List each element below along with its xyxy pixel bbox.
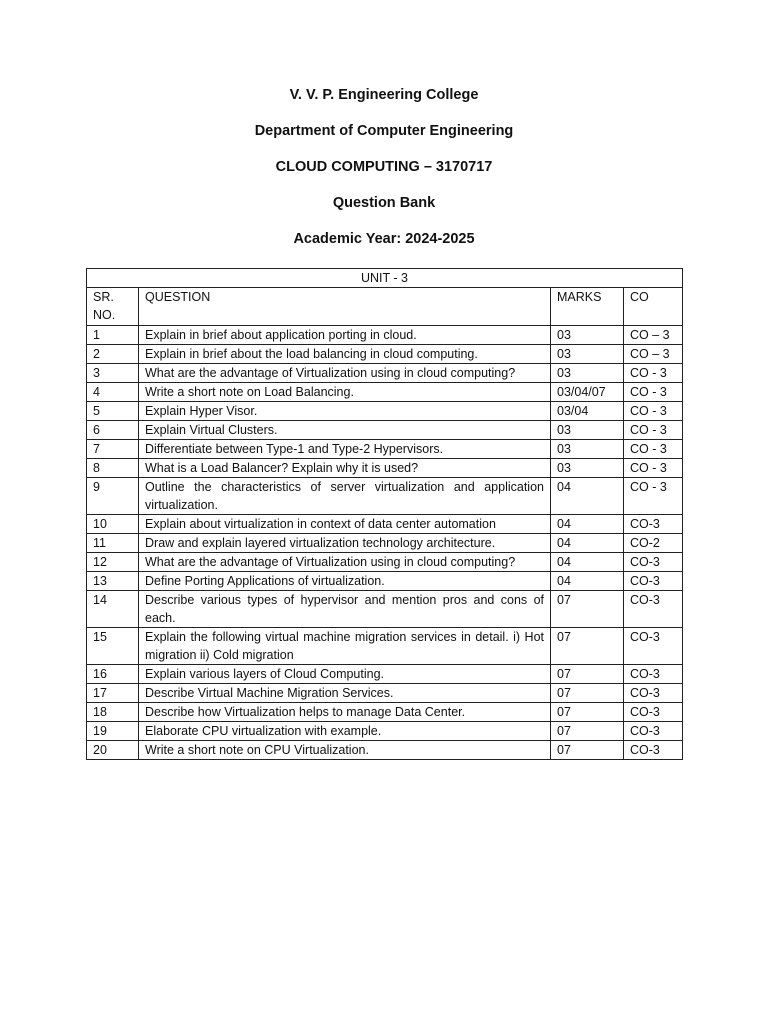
question-cell: Explain the following virtual machine migration services in detail. i) Hot migration ii) Cold migration <box>139 628 551 665</box>
table-row <box>87 553 683 572</box>
question-cell: Describe how Virtualization helps to manage Data Center. <box>139 703 551 722</box>
question-cell: Explain Virtual Clusters. <box>139 421 551 440</box>
table-row <box>87 665 683 684</box>
table-row <box>87 515 683 534</box>
sr-no-cell: 9 <box>87 478 139 515</box>
co-cell: CO-3 <box>624 628 683 665</box>
department-name: Department of Computer Engineering <box>254 123 514 139</box>
sr-no-cell: 2 <box>87 345 139 364</box>
college-name: V. V. P. Engineering College <box>289 87 479 103</box>
question-rows <box>87 326 683 760</box>
sr-no-cell: 6 <box>87 421 139 440</box>
question-cell: Describe Virtual Machine Migration Services. <box>139 684 551 703</box>
table-row <box>87 628 683 665</box>
course-title: CLOUD COMPUTING – 3170717 <box>275 159 493 175</box>
table-row <box>87 572 683 591</box>
table-row <box>87 345 683 364</box>
sr-no-cell: 7 <box>87 440 139 459</box>
table-row <box>87 364 683 383</box>
marks-cell: 04 <box>551 515 624 534</box>
question-cell: Outline the characteristics of server virtualization and application virtualization. <box>139 478 551 515</box>
sr-no-cell: 17 <box>87 684 139 703</box>
question-cell: Explain about virtualization in context of data center automation <box>139 515 551 534</box>
marks-cell: 07 <box>551 628 624 665</box>
co-cell: CO-3 <box>624 665 683 684</box>
sr-no-cell: 15 <box>87 628 139 665</box>
sr-no-cell: 14 <box>87 591 139 628</box>
co-cell: CO-3 <box>624 515 683 534</box>
question-cell: Explain various layers of Cloud Computing. <box>139 665 551 684</box>
marks-cell: 03 <box>551 345 624 364</box>
table-row <box>87 703 683 722</box>
question-cell: Define Porting Applications of virtualization. <box>139 572 551 591</box>
question-bank-table <box>86 268 683 760</box>
academic-year: Academic Year: 2024-2025 <box>293 231 475 247</box>
marks-header: MARKS <box>551 288 624 326</box>
sr-no-cell: 10 <box>87 515 139 534</box>
co-cell: CO - 3 <box>624 364 683 383</box>
co-cell: CO - 3 <box>624 440 683 459</box>
question-cell: What is a Load Balancer? Explain why it is used? <box>139 459 551 478</box>
question-cell: Draw and explain layered virtualization technology architecture. <box>139 534 551 553</box>
marks-cell: 03 <box>551 326 624 345</box>
marks-cell: 04 <box>551 553 624 572</box>
header-row <box>87 288 683 326</box>
table-row <box>87 459 683 478</box>
sr-no-cell: 20 <box>87 741 139 760</box>
sr-no-cell: 13 <box>87 572 139 591</box>
co-cell: CO - 3 <box>624 402 683 421</box>
table-row <box>87 722 683 741</box>
unit-row <box>87 269 683 288</box>
sr-no-cell: 4 <box>87 383 139 402</box>
question-cell: Describe various types of hypervisor and mention pros and cons of each. <box>139 591 551 628</box>
co-cell: CO-3 <box>624 703 683 722</box>
co-cell: CO-3 <box>624 572 683 591</box>
sr-no-cell: 19 <box>87 722 139 741</box>
marks-cell: 07 <box>551 684 624 703</box>
marks-cell: 03/04/07 <box>551 383 624 402</box>
sr-no-cell: 1 <box>87 326 139 345</box>
marks-cell: 03/04 <box>551 402 624 421</box>
marks-cell: 07 <box>551 591 624 628</box>
co-cell: CO-3 <box>624 684 683 703</box>
table-row <box>87 440 683 459</box>
sr-no-cell: 16 <box>87 665 139 684</box>
marks-cell: 07 <box>551 665 624 684</box>
marks-cell: 04 <box>551 572 624 591</box>
table-row <box>87 534 683 553</box>
question-cell: Explain Hyper Visor. <box>139 402 551 421</box>
table-row <box>87 741 683 760</box>
co-header: CO <box>624 288 683 326</box>
marks-cell: 07 <box>551 741 624 760</box>
question-cell: What are the advantage of Virtualization using in cloud computing? <box>139 553 551 572</box>
marks-cell: 03 <box>551 440 624 459</box>
sr-no-cell: 12 <box>87 553 139 572</box>
table-row <box>87 402 683 421</box>
question-cell: What are the advantage of Virtualization using in cloud computing? <box>139 364 551 383</box>
table-row <box>87 478 683 515</box>
question-cell: Write a short note on Load Balancing. <box>139 383 551 402</box>
table-row <box>87 326 683 345</box>
marks-cell: 03 <box>551 459 624 478</box>
marks-cell: 04 <box>551 534 624 553</box>
co-cell: CO-3 <box>624 553 683 572</box>
co-cell: CO - 3 <box>624 421 683 440</box>
question-cell: Elaborate CPU virtualization with example. <box>139 722 551 741</box>
co-cell: CO-3 <box>624 741 683 760</box>
table-row <box>87 421 683 440</box>
marks-cell: 03 <box>551 364 624 383</box>
marks-cell: 03 <box>551 421 624 440</box>
marks-cell: 07 <box>551 722 624 741</box>
marks-cell: 04 <box>551 478 624 515</box>
sr-no-cell: 5 <box>87 402 139 421</box>
co-cell: CO – 3 <box>624 345 683 364</box>
co-cell: CO - 3 <box>624 459 683 478</box>
question-cell: Differentiate between Type-1 and Type-2 Hypervisors. <box>139 440 551 459</box>
co-cell: CO - 3 <box>624 478 683 515</box>
question-header: QUESTION <box>139 288 551 326</box>
co-cell: CO-3 <box>624 722 683 741</box>
table-row <box>87 591 683 628</box>
unit-label: UNIT - 3 <box>87 269 683 288</box>
question-cell: Write a short note on CPU Virtualization. <box>139 741 551 760</box>
document-title: Question Bank <box>332 195 436 211</box>
sr-no-cell: 3 <box>87 364 139 383</box>
table-row <box>87 684 683 703</box>
question-cell: Explain in brief about the load balancing in cloud computing. <box>139 345 551 364</box>
co-cell: CO – 3 <box>624 326 683 345</box>
question-cell: Explain in brief about application porting in cloud. <box>139 326 551 345</box>
co-cell: CO-3 <box>624 591 683 628</box>
sr-no-cell: 11 <box>87 534 139 553</box>
marks-cell: 07 <box>551 703 624 722</box>
document-header <box>0 86 768 266</box>
sr-no-cell: 8 <box>87 459 139 478</box>
co-cell: CO-2 <box>624 534 683 553</box>
co-cell: CO - 3 <box>624 383 683 402</box>
table-row <box>87 383 683 402</box>
sr-no-cell: 18 <box>87 703 139 722</box>
sr-no-header: SR. NO. <box>87 288 139 326</box>
